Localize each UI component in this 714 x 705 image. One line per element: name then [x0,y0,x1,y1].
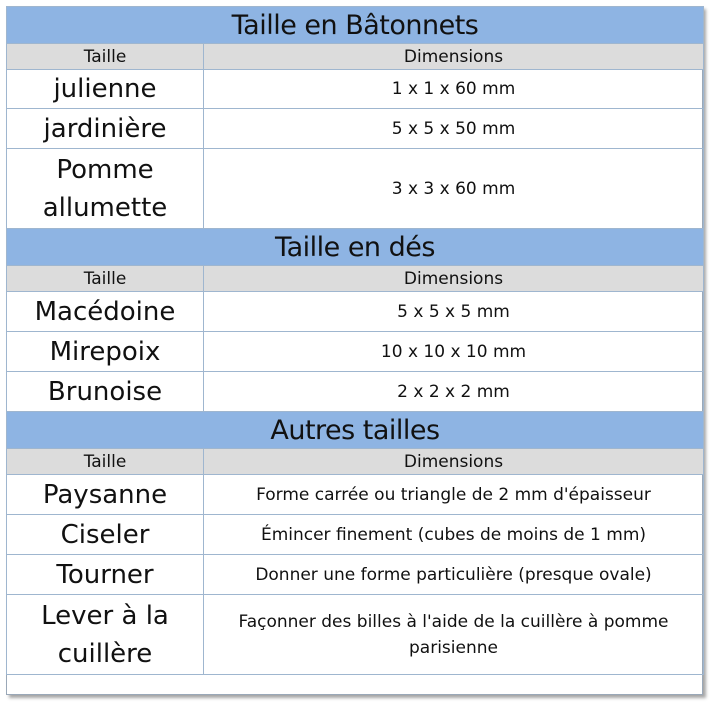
column-header-taille: Taille [7,44,204,70]
table-row [7,70,704,109]
table-row [7,555,704,595]
section-header-row [7,412,704,449]
cut-name: Brunoise [7,372,204,412]
column-header-taille: Taille [7,449,204,475]
cut-name: jardinière [7,109,204,149]
cut-dimensions: 10 x 10 x 10 mm [204,332,704,372]
cut-dimensions: 2 x 2 x 2 mm [204,372,704,412]
section-title: Autres tailles [7,412,704,449]
cut-name: Pomme allumette [7,149,204,229]
table-row [7,292,704,332]
cut-dimensions: Forme carrée ou triangle de 2 mm d'épaisseur [204,475,704,515]
table-row [7,372,704,412]
column-header-dimensions: Dimensions [204,44,704,70]
cut-sizes-table [6,6,704,675]
column-header-dimensions: Dimensions [204,449,704,475]
section-title: Taille en dés [7,229,704,266]
table-row [7,595,704,675]
cut-dimensions: Émincer finement (cubes de moins de 1 mm) [204,515,704,555]
cut-name: Mirepoix [7,332,204,372]
cut-dimensions: 5 x 5 x 50 mm [204,109,704,149]
table-row [7,109,704,149]
cut-dimensions: Donner une forme particulière (presque ovale) [204,555,704,595]
cut-dimensions: 3 x 3 x 60 mm [204,149,704,229]
column-header-taille: Taille [7,266,204,292]
cut-name: Tourner [7,555,204,595]
cut-dimensions: 5 x 5 x 5 mm [204,292,704,332]
section-header-row [7,229,704,266]
cut-name: Macédoine [7,292,204,332]
cut-name: Paysanne [7,475,204,515]
column-header-row [7,449,704,475]
table-row [7,149,704,229]
section-header-row [7,7,704,44]
section-title: Taille en Bâtonnets [7,7,704,44]
table-row [7,515,704,555]
table-row [7,332,704,372]
column-header-row [7,44,704,70]
cut-dimensions: 1 x 1 x 60 mm [204,70,704,109]
column-header-dimensions: Dimensions [204,266,704,292]
cut-name: Ciseler [7,515,204,555]
cut-name: julienne [7,70,204,109]
cut-sizes-table-frame [6,6,703,695]
cut-name: Lever à la cuillère [7,595,204,675]
cut-dimensions: Façonner des billes à l'aide de la cuillère à pomme parisienne [204,595,704,675]
table-row [7,475,704,515]
column-header-row [7,266,704,292]
